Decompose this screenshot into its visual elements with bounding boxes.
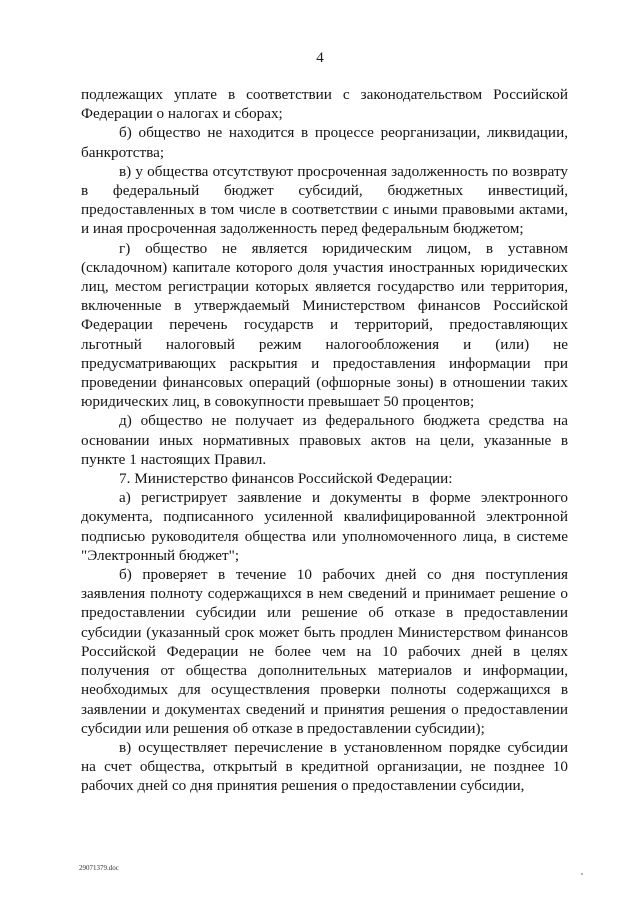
paragraph-item-b: б) общество не находится в процессе реорганизации, ликвидации, банкротства;: [81, 124, 568, 161]
document-file-id: 29071379.doc: [79, 864, 119, 872]
paragraph-item-7v: в) осуществляет перечисление в установленном порядке субсидии на счет общества, открытый в кредитной организации, не позднее 10 рабочих дней со дня принятия решения о предоставлении субсидии,: [81, 738, 568, 795]
paragraph-item-g: г) общество не является юридическим лицом, в уставном (складочном) капитале которого доля участия иностранных юридических лиц, местом регистрации которых является государство или территория, включенные в утверждаемый Министерством финансов Российской Федерации перечень государств и территорий, предоставляющих льготный налоговый режим налогообложения и (или) не предусматривающих раскрытия и предоставления информации при проведении финансовых операций (офшорные зоны) в отношении таких юридических лиц, в совокупности превышает 50 процентов;: [81, 239, 568, 411]
paragraph-item-d: д) общество не получает из федерального бюджета средства на основании иных нормативных правовых актов на цели, указанные в пункте 1 настоящих Правил.: [81, 412, 568, 468]
paragraph-item-7a: а) регистрирует заявление и документы в форме электронного документа, подписанного усиленной квалифицированной электронной подписью руководителя общества или уполномоченного лица, в системе "Электронный бюджет";: [81, 489, 568, 564]
paragraph-continuation: подлежащих уплате в соответствии с законодательством Российской Федерации о налогах и сборах;: [81, 86, 568, 123]
page-number: 4: [316, 50, 324, 66]
paragraph-section-7: 7. Министерство финансов Российской Федерации:: [119, 470, 453, 488]
paragraph-item-v: в) у общества отсутствуют просроченная задолженность по возврату в федеральный бюджет субсидий, бюджетных инвестиций, предоставленных в том числе в соответствии с иными правовыми актами, и иная просроченная задолженность перед федеральным бюджетом;: [81, 162, 568, 238]
document-body: [81, 85, 568, 796]
paragraph-item-7b: б) проверяет в течение 10 рабочих дней со дня поступления заявления полноту содержащихся в нем сведений и принимает решение о предоставлении субсидии или решение об отказе в предоставлении субсидии (указанный срок может быть продлен Министерством финансов Российской Федерации не более чем на 10 рабочих дней в целях получения от общества дополнительных материалов и информации, необходимых для осуществления проверки полноты содержащихся в заявлении и документах сведений и принятия решения о предоставлении субсидии или решения об отказе в предоставлении субсидии);: [81, 566, 568, 737]
scan-mark: [581, 873, 583, 875]
